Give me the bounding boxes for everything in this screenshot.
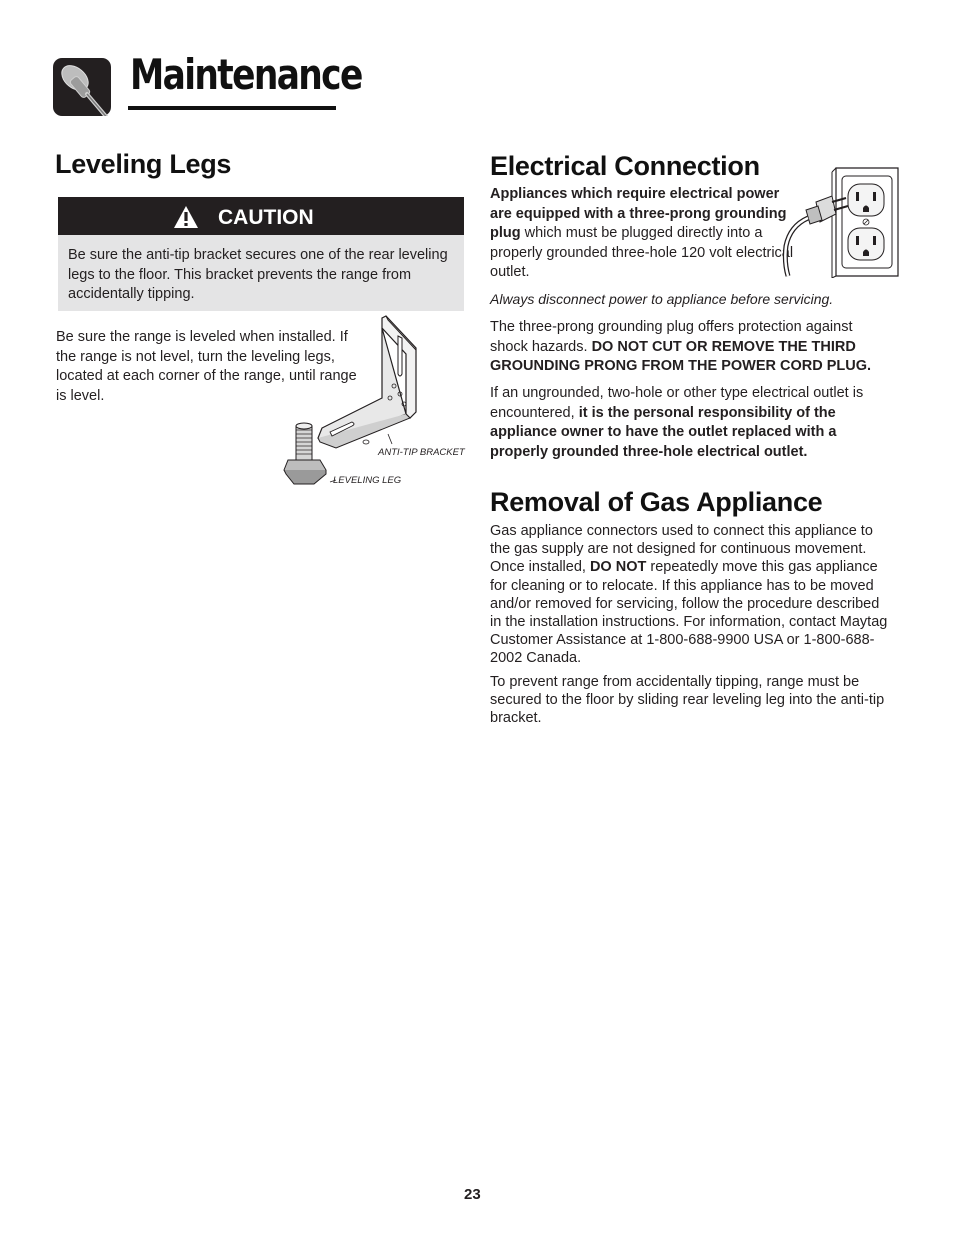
anti-tip-bracket-label: ANTI-TIP BRACKET [378,447,465,458]
caution-label: CAUTION [218,206,314,229]
electrical-p2-bold: DO NOT CUT OR REMOVE THE THIRD GROUNDING PRONG FROM THE POWER CORD PLUG. [490,338,872,374]
removal-paragraph-1 [490,522,894,668]
electrical-intro-bold: Appliances which require electrical power are equipped with a three-prong grounding plug [490,186,787,241]
caution-text: Be sure the anti-tip bracket secures one of the rear leveling legs to the floor. This bracket prevents the range from accidentally tipping. [68,247,448,302]
grounded-outlet-illustration [776,166,900,278]
pushpin-icon [53,58,111,116]
page-title: Maintenance [130,50,362,99]
removal-p1-text-b: repeatedly move this gas appliance for cleaning or to relocate. If this appliance has to be moved and/or removed for servicing, follow the procedure described in the installation instructions. For information, contact Maytag Customer Assistance at 1-800-688-9900 USA or 1-800-688-2002 Canada. [490,559,888,667]
removal-gas-appliance-heading: Removal of Gas Appliance [490,487,823,517]
removal-p1-text-a: Gas appliance connectors used to connect this appliance to the gas supply are not designed for continuous movement. Once installed, [490,523,873,576]
removal-p1-bold: DO NOT [589,559,647,576]
leveling-body-text: Be sure the range is leveled when installed. If the range is not level, turn the leveling legs, located at each corner of the range, until range is level. [56,329,357,404]
title-underline [128,106,336,110]
electrical-p2-text: The three-prong grounding plug offers protection against shock hazards. [490,319,853,355]
leveling-leg-label: LEVELING LEG [333,475,402,486]
electrical-grounding-paragraph [490,318,890,377]
warning-triangle-icon [173,205,199,229]
leveling-legs-heading: Leveling Legs [55,149,232,179]
electrical-p3-text: If an ungrounded, two-hole or other type electrical outlet is encountered, [490,385,864,421]
page-number: 23 [464,1186,481,1203]
electrical-intro-paragraph [490,185,800,283]
removal-paragraph-2: To prevent range from accidentally tipping, range must be secured to the floor by sliding rear leveling leg into the anti-tip bracket. [490,674,885,727]
electrical-ungrounded-paragraph [490,384,890,462]
anti-tip-bracket-illustration [282,314,472,492]
electrical-disconnect-note: Always disconnect power to appliance before servicing. [490,291,834,307]
electrical-connection-heading: Electrical Connection [490,151,760,181]
electrical-p3-bold: it is the personal responsibility of the appliance owner to have the outlet replaced with a properly grounded three-hole electrical outlet. [490,404,837,460]
electrical-intro-text: which must be plugged directly into a properly grounded three-hole 120 volt electrical outlet. [490,225,794,280]
